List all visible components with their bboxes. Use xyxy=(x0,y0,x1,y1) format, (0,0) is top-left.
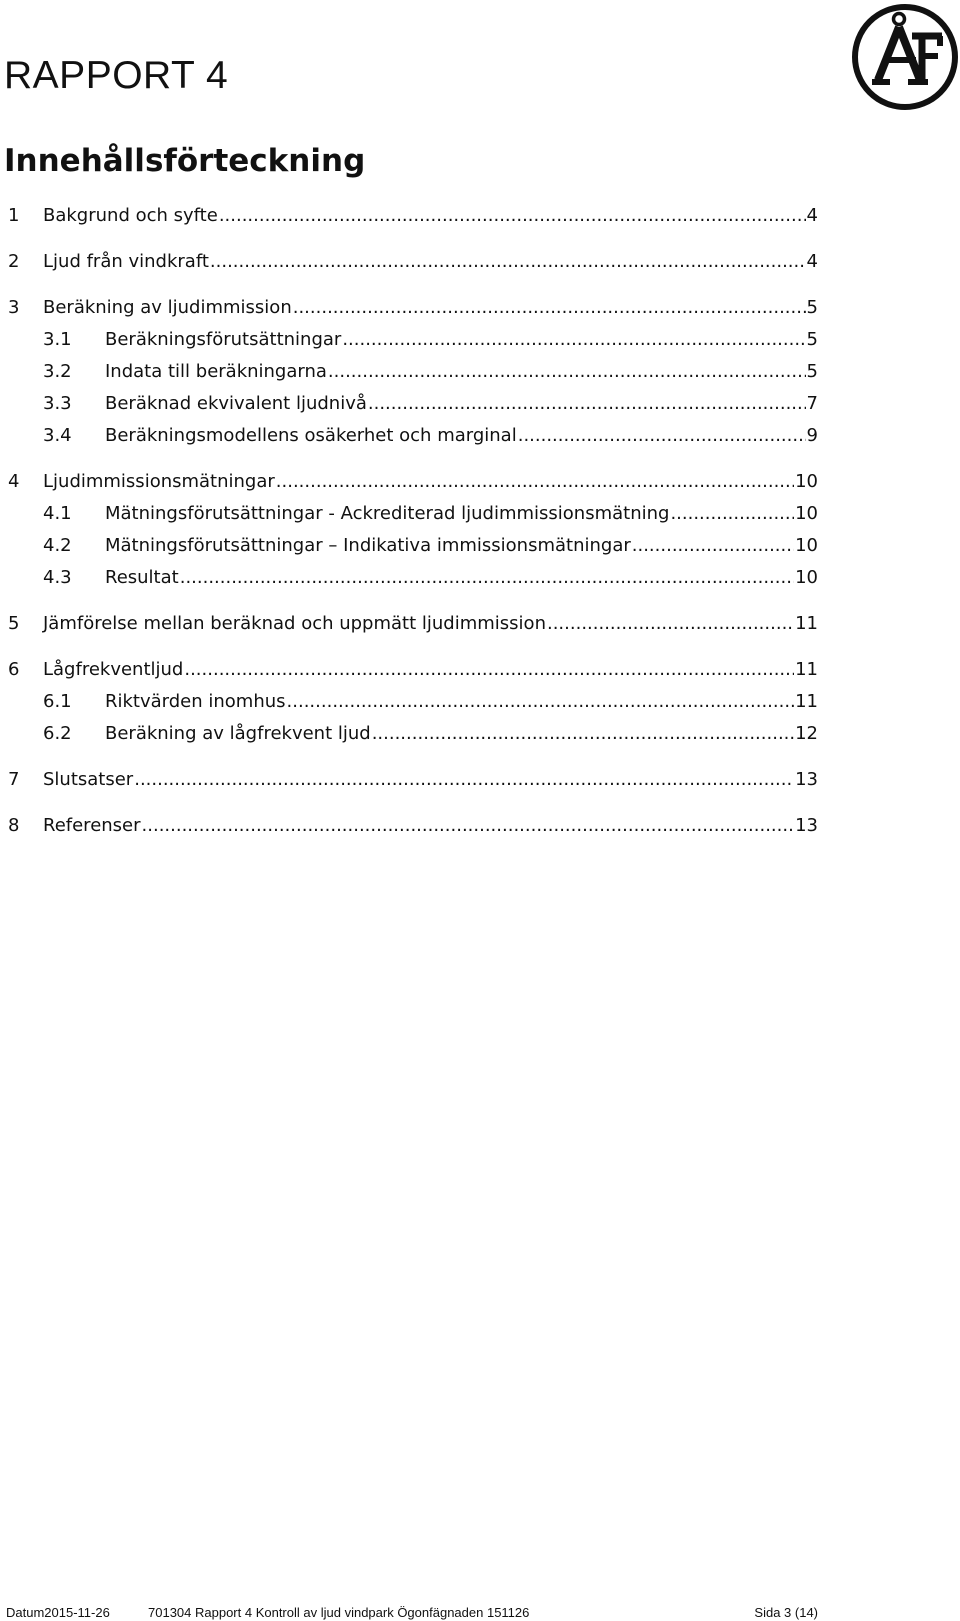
toc-heading: Innehållsförteckning xyxy=(4,143,366,179)
toc-entry-4-3[interactable] xyxy=(0,566,818,590)
toc-leader-dots xyxy=(184,658,794,682)
toc-entry-number: 3.1 xyxy=(43,329,72,350)
toc-leader-dots xyxy=(547,612,794,636)
toc-entry-title: Referenser xyxy=(43,815,141,836)
toc-entry-page: 13 xyxy=(795,815,818,836)
toc-entry-number: 4.1 xyxy=(43,503,72,524)
toc-entry-title: Beräkning av ljudimmission xyxy=(43,297,292,318)
toc-entry-page: 5 xyxy=(806,297,818,318)
toc-entry-number: 3.4 xyxy=(43,425,72,446)
toc-leader-dots xyxy=(632,534,794,558)
toc-entry-title: Indata till beräkningarna xyxy=(105,361,327,382)
toc-entry-3-4[interactable] xyxy=(0,424,818,448)
footer-page-number: Sida 3 (14) xyxy=(754,1605,818,1620)
report-title: RAPPORT 4 xyxy=(4,54,229,97)
toc-entry-3-2[interactable] xyxy=(0,360,818,384)
toc-entry-title: Beräkningsmodellens osäkerhet och marginal xyxy=(105,425,517,446)
toc-leader-dots xyxy=(180,566,794,590)
toc-entry-page: 9 xyxy=(806,425,818,446)
toc-entry-title: Bakgrund och syfte xyxy=(43,205,218,226)
toc-entry-title: Mätningsförutsättningar – Indikativa immissionsmätningar xyxy=(105,535,631,556)
toc-entry-title: Jämförelse mellan beräknad och uppmätt ljudimmission xyxy=(43,613,546,634)
toc-entry-page: 11 xyxy=(795,659,818,680)
footer-document: 701304 Rapport 4 Kontroll av ljud vindpark Ögonfägnaden 151126 xyxy=(148,1605,530,1620)
toc-leader-dots xyxy=(219,204,806,228)
toc-entry-number: 6.1 xyxy=(43,691,72,712)
toc-entry-3-3[interactable] xyxy=(0,392,818,416)
toc-entry-page: 10 xyxy=(795,535,818,556)
toc-entry-title: Resultat xyxy=(105,567,179,588)
toc-leader-dots xyxy=(342,328,805,352)
toc-entry-page: 10 xyxy=(795,503,818,524)
toc-entry-number: 6 xyxy=(8,659,20,680)
toc-entry-6[interactable] xyxy=(0,658,818,682)
toc-entry-title: Ljud från vindkraft xyxy=(43,251,209,272)
toc-leader-dots xyxy=(670,502,794,526)
toc-entry-title: Mätningsförutsättningar - Ackrediterad ljudimmissionsmätning xyxy=(105,503,670,524)
toc-entry-page: 4 xyxy=(806,251,818,272)
toc-entry-title: Beräkningsförutsättningar xyxy=(105,329,342,350)
toc-entry-title: Ljudimmissionsmätningar xyxy=(43,471,275,492)
toc-entry-number: 5 xyxy=(8,613,20,634)
af-logo xyxy=(850,2,960,112)
toc-entry-page: 13 xyxy=(795,769,818,790)
toc-leader-dots xyxy=(142,814,795,838)
toc-entry-title: Beräkning av lågfrekvent ljud xyxy=(105,723,371,744)
toc-entry-number: 3.2 xyxy=(43,361,72,382)
toc-entry-4[interactable] xyxy=(0,470,818,494)
toc-entry-4-2[interactable] xyxy=(0,534,818,558)
toc-leader-dots xyxy=(328,360,806,384)
toc-leader-dots xyxy=(372,722,794,746)
toc-entry-page: 5 xyxy=(806,329,818,350)
toc-leader-dots xyxy=(518,424,806,448)
toc-entry-1[interactable] xyxy=(0,204,818,228)
toc-leader-dots xyxy=(210,250,806,274)
toc-entry-6-2[interactable] xyxy=(0,722,818,746)
toc-entry-page: 10 xyxy=(795,471,818,492)
toc-entry-number: 3 xyxy=(8,297,20,318)
toc-leader-dots xyxy=(287,690,795,714)
toc-entry-page: 12 xyxy=(795,723,818,744)
toc-entry-title: Beräknad ekvivalent ljudnivå xyxy=(105,393,367,414)
toc-entry-title: Riktvärden inomhus xyxy=(105,691,286,712)
toc-entry-page: 7 xyxy=(806,393,818,414)
toc-entry-page: 5 xyxy=(806,361,818,382)
toc-entry-page: 10 xyxy=(795,567,818,588)
toc-entry-3[interactable] xyxy=(0,296,818,320)
toc-leader-dots xyxy=(293,296,806,320)
toc-entry-8[interactable] xyxy=(0,814,818,838)
toc-entry-page: 11 xyxy=(795,691,818,712)
toc-entry-page: 11 xyxy=(795,613,818,634)
toc-entry-number: 8 xyxy=(8,815,20,836)
toc-entry-page: 4 xyxy=(806,205,818,226)
toc-entry-6-1[interactable] xyxy=(0,690,818,714)
page-footer xyxy=(0,1605,818,1621)
toc-leader-dots xyxy=(276,470,794,494)
toc-entry-number: 1 xyxy=(8,205,20,226)
toc-entry-title: Lågfrekventljud xyxy=(43,659,184,680)
toc-entry-4-1[interactable] xyxy=(0,502,818,526)
toc-entry-7[interactable] xyxy=(0,768,818,792)
toc-entry-number: 4.2 xyxy=(43,535,72,556)
toc-entry-number: 2 xyxy=(8,251,20,272)
toc-entry-number: 4 xyxy=(8,471,20,492)
toc-entry-5[interactable] xyxy=(0,612,818,636)
toc-entry-number: 3.3 xyxy=(43,393,72,414)
toc-entry-title: Slutsatser xyxy=(43,769,134,790)
toc-entry-2[interactable] xyxy=(0,250,818,274)
toc-entry-3-1[interactable] xyxy=(0,328,818,352)
toc-entry-number: 4.3 xyxy=(43,567,72,588)
toc-leader-dots xyxy=(134,768,794,792)
toc-leader-dots xyxy=(368,392,806,416)
footer-date: Datum2015-11-26 xyxy=(6,1605,110,1620)
toc-entry-number: 7 xyxy=(8,769,20,790)
toc-entry-number: 6.2 xyxy=(43,723,72,744)
